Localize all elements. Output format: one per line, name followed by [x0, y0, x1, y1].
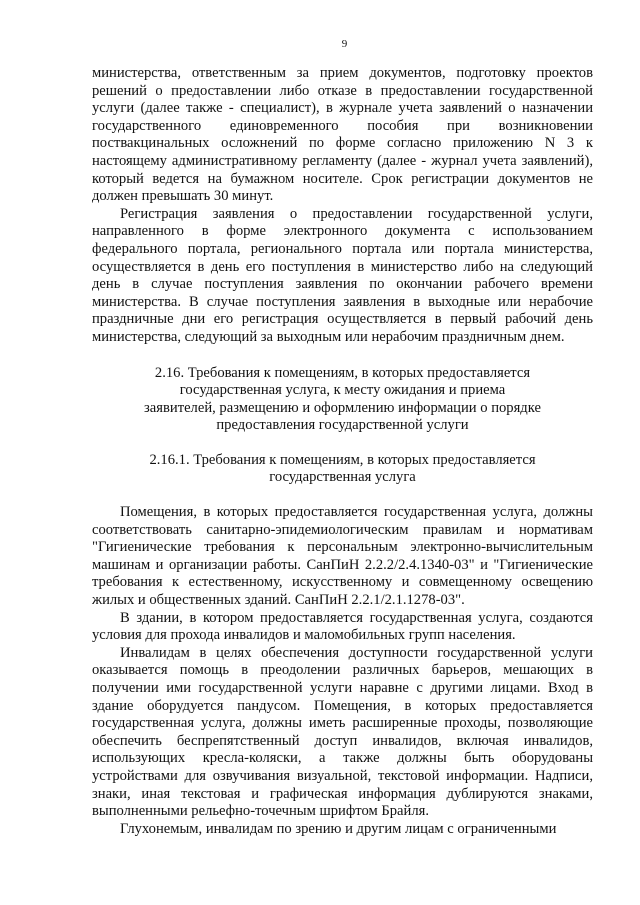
paragraph-disabled-assistance: Инвалидам в целях обеспечения доступности государственной услуги оказывается помощь в преодолении различных барьеров, мешающих в получении ими государственной услуги наравне с другими лицами. Вход в здание оборудуется пандусом. Помещения, в которых предоставляется государственная услуга, должны иметь расширенные проходы, позволяющие обеспечить беспрепятственный доступ инвалидов, включая инвалидов, использующих кресла-коляски, а также должны быть оборудованы устройствами для озвучивания визуальной, текстовой информации. Надписи, знаки, иная текстовая и графическая информация дублируются знаками, выполненными рельефно-точечным шрифтом Брайля. [92, 644, 593, 820]
paragraph-continued: министерства, ответственным за прием документов, подготовку проектов решений о предоставлении либо отказе в предоставлении государственной услуги (далее также - специалист), в журнале учета заявлений о назначении государственного единовременного пособия при возникновении поствакцинальных осложнений по форме согласно приложению N 3 к настоящему административному регламенту (далее - журнал учета заявлений), который ведется на бумажном носителе. Срок регистрации документов не должен превышать 30 минут. [92, 65, 593, 205]
subsection-heading-2-16-1 [92, 452, 593, 487]
section-heading-line: предоставления государственной услуги [216, 417, 469, 434]
paragraph-accessibility-conditions: В здании, в котором предоставляется государственная услуга, создаются условия для прохода инвалидов и маломобильных групп населения. [92, 609, 593, 644]
section-heading-line: государственная услуга, к месту ожидания и приема [179, 382, 506, 399]
paragraph-deaf-mute: Глухонемым, инвалидам по зрению и другим лицам с ограниченными [120, 820, 557, 837]
subsection-heading-line: государственная услуга [269, 469, 416, 486]
section-heading-2-16 [92, 365, 593, 435]
section-heading-line: заявителей, размещению и оформлению информации о порядке [144, 399, 541, 416]
page-number: 9 [341, 38, 348, 50]
section-heading-line: 2.16. Требования к помещениям, в которых предоставляется [154, 364, 531, 381]
paragraph-electronic-registration: Регистрация заявления о предоставлении государственной услуги, направленного в форме электронного документа с использованием федерального портала, регионального портала или портала министерства, осуществляется в день его поступления в министерство либо на следующий день в случае поступления заявления по окончании рабочего времени министерства. В случае поступления заявления в выходные или нерабочие праздничные дни его регистрация осуществляется в первый рабочий день министерства, следующий за выходным или нерабочим праздничным днем. [92, 205, 593, 345]
subsection-heading-line: 2.16.1. Требования к помещениям, в которых предоставляется [149, 451, 536, 468]
paragraph-sanitary-requirements: Помещения, в которых предоставляется государственная услуга, должны соответствовать санитарно-эпидемиологическим правилам и нормативам "Гигиенические требования к персональным электронно-вычислительным машинам и организации работы. СанПиН 2.2.2/2.4.1340-03" и "Гигиенические требования к естественному, искусственному и совмещенному освещению жилых и общественных зданий. СанПиН 2.2.1/2.1.1278-03". [92, 504, 593, 609]
